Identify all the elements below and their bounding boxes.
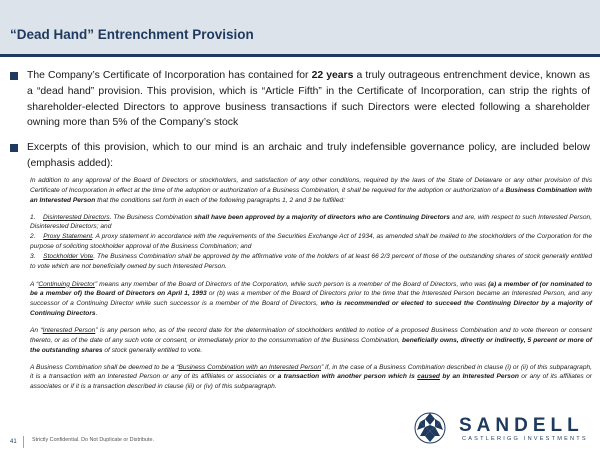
bullet-text: Excerpts of this provision, which to our mind is an archaic and truly indefensible governance policy, are included below (emphasis added): [27, 142, 590, 169]
excerpt-paragraph: A Business Combination shall be deemed to be a “Business Combination with an Interested Person” if, in the case of a Business Combination described in clause (i) or (ii) of this subparagraph, it is a transaction with an Interested Person or any of its affiliates or associates or a transaction with another person which is caused by an Interested Person or any of its affiliates or associates or if it is a transaction described in clause (iii) or (iv) of this subparagraph. [30, 363, 593, 391]
excerpt-paragraph: A “Continuing Director” means any member of the Board of Directors of the Corporation, while such person is a member of the Board of Directors, who was (a) a member of (or nominated to be a member of) the Board of Directors on April 1, 1993 or (b) was a member of the Board of Directors prior to the time that the Interested Person became an Interested Person, and any successor of a Continuing Director while such successor is a member of the Board of Directors, who is recommended or elected to succeed the Continuing Director by a majority of Continuing Directors. [30, 280, 592, 318]
logo-wordmark: SANDELL [459, 415, 584, 436]
excerpt-paragraph: In addition to any approval of the Board of Directors or stockholders, and satisfaction of any other conditions, required by the laws of the State of Delaware or any other provision of this Certificate of Incorporation in effect at the time of the adoption or authorization of a Business Combination, it shall be required for the adoption or authorization of a Business Combination with an Interested Person that the conditions set forth in each of the following paragraphs 1, 2 and 3 be fulfilled: [30, 177, 592, 204]
geodesic-globe-icon [412, 410, 448, 446]
page-number: 41 [10, 439, 17, 445]
logo-subtitle: CASTLERIGG INVESTMENTS [462, 436, 588, 442]
condition-item: 3. Stockholder Vote. The Business Combination shall be approved by the affirmative vote of the holders of at least 66 2/3 percent of those of the outstanding shares of stock generally entitled to vote which are not beneficially owned by such Interested Person. [30, 252, 592, 270]
confidentiality-notice: Strictly Confidential. Do Not Duplicate or Distribute. [32, 437, 154, 443]
slide-title: “Dead Hand” Entrenchment Provision [10, 27, 254, 42]
condition-item: 1. Disinterested Directors. The Business Combination shall have been approved by a majority of directors who are Continuing Directors and are, with respect to such Interested Person, Disinterested Directors; and [30, 213, 593, 231]
excerpt-paragraph: An “Interested Person” is any person who, as of the record date for the determination of stockholders entitled to notice of a proposed Business Combination and to vote thereon or consent thereto, or as of the date of any such vote or consent, or immediately prior to the consummation of the Business Combination, beneficially owns, directly or indirectly, 5 percent or more of the outstanding shares of stock generally entitled to vote. [30, 326, 593, 354]
sandell-logo [412, 412, 588, 446]
square-bullet-icon [10, 72, 18, 80]
bullet-item [10, 68, 590, 131]
charter-excerpt [30, 176, 592, 399]
bullet-text: The Company’s Certificate of Incorporation has contained for 22 years a truly outrageous entrenchment device, known as a “dead hand” provision. This provision, which is “Article Fifth” in the Certificate of Incorporation, can strip the rights of shareholder-elected Directors to approve business transactions if such Directors were elected following a shareholder owning more than 5% of the Company’s stock [27, 70, 590, 129]
bullet-item [10, 140, 590, 172]
excerpt-conditions [30, 213, 592, 272]
square-bullet-icon [10, 144, 18, 152]
footer-divider [23, 436, 24, 448]
bullet-list [10, 68, 590, 181]
condition-item: 2. Proxy Statement. A proxy statement in accordance with the requirements of the Securities Exchange Act of 1934, as amended shall be mailed to the stockholders of the Corporation for the purpose of soliciting stockholder approval of the Business Combination; and [30, 233, 593, 251]
